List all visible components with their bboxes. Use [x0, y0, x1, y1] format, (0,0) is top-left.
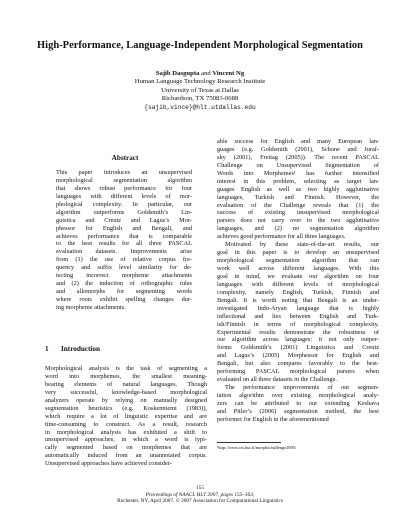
text-line: inflectional and lies between English and Turk-: [217, 312, 379, 320]
text-line: algorithm outperforms Goldsmith’s Lin-: [56, 208, 192, 216]
text-line: cally segmented based on morphemes that are: [45, 444, 207, 452]
section-title: Introduction: [61, 345, 101, 353]
right-column-body: [217, 138, 379, 424]
text-line: guages (e.g. Goldsmith (2001), Schone and Juraf-: [217, 145, 379, 153]
text-line: tecting incorrect morpheme attachments: [56, 272, 192, 280]
footnote: ¹http://www.cis.hut.fi/morphochallenge2005/: [217, 445, 297, 450]
text-line: able success for English and many European lan-: [217, 138, 379, 145]
text-line: success of existing unsupervised morphological: [217, 209, 379, 217]
text-line: ing morpheme attachments.: [56, 303, 126, 311]
text-line: Unsupervised approaches have achieved consider-: [45, 460, 172, 468]
text-line: phessor for English and Bengali, and: [56, 224, 192, 232]
text-line: goal in mind, we evaluate our algorithm on four: [217, 272, 379, 280]
text-line: Words into Morphemes¹ has further intensified: [217, 169, 379, 177]
text-line: that shows robust performance for four: [56, 184, 192, 192]
text-line: to the best results for all three PASCAL: [56, 240, 192, 248]
introduction-body: [45, 365, 207, 468]
text-line: investigated Indo-Aryan language that is highly: [217, 304, 379, 312]
text-line: The performance improvements of our segmen-: [225, 384, 379, 392]
text-line: zers can be attributed to our extending Keshava: [217, 399, 379, 407]
text-line: languages, and (2) no segmentation algorithm: [217, 225, 379, 233]
text-line: Challenge on Unsupervised Segmentation of: [217, 161, 379, 169]
author-2: Vincent Ng: [212, 70, 245, 77]
text-line: morphological segmentation algorithm: [56, 176, 192, 184]
paper-title: High-Performance, Language-Independent Morphological Segmentation: [37, 40, 363, 51]
text-line: evaluation datasets. Improvements arise: [56, 248, 192, 256]
text-line: Morphological analysis is the task of segmenting a: [45, 365, 207, 372]
text-line: where roots exhibit spelling changes dur-: [56, 296, 192, 303]
text-line: goal in this paper is to develop an unsupervised: [217, 249, 379, 257]
text-line: This paper introduces an unsupervised: [56, 169, 192, 176]
text-line: guages English as well as two highly agglutinative: [217, 185, 379, 193]
text-line: ish/Finnish in terms of morphological complexity.: [217, 320, 379, 328]
text-line: morphological segmentation algorithm that can: [217, 257, 379, 265]
section-heading-introduction: [45, 345, 100, 353]
text-line: languages, Turkish and Finnish. However, the: [217, 193, 379, 201]
text-line: which require a lot of linguistic expertise and are: [45, 412, 207, 420]
abstract-body: [56, 169, 192, 312]
affiliation-line: Richardson, TX 75083-0688: [161, 95, 239, 103]
text-line: and Pitler’s (2006) segmentation method, the best: [217, 407, 379, 415]
text-line: guistica and Creutz and Lagus’s Mor-: [56, 216, 192, 224]
text-line: and allomorphs for segmenting words: [56, 288, 192, 296]
text-line: quency and suffix level similarity for de-: [56, 264, 192, 272]
text-line: tation algorithm over existing morphological analy-: [217, 392, 379, 399]
page-number: 155: [196, 485, 204, 491]
text-line: complexity, namely English, Turkish, Finnish and: [217, 288, 379, 296]
text-line: performer for English in the aforementioned: [217, 415, 329, 423]
author-conjunction: and: [201, 70, 211, 77]
text-line: evaluation of the Challenge reveals that (1) the: [217, 201, 379, 209]
text-line: and Lagus’s (2005) Morphessor for English and: [217, 352, 379, 360]
copyright-line: Rochester, NY, April 2007. © 2007 Association for Computational Linguistics: [117, 498, 283, 505]
text-line: bearing elements of natural languages. Though: [45, 380, 207, 388]
text-line: automatically induced from an unannotated corpus.: [45, 452, 207, 460]
text-line: and (2) the induction of orthographic rules: [56, 280, 192, 288]
author-block: [0, 70, 400, 112]
text-line: sky (2001), Freitag (2005)). The recent PASCAL: [217, 153, 379, 161]
text-line: Bengali. It is worth noting that Bengali is an under-: [217, 296, 379, 304]
page-footer: [0, 485, 400, 505]
affiliation-line: University of Texas at Dallas: [161, 86, 239, 94]
footnote-rule: [217, 442, 281, 443]
text-line: languages with different levels of morphological: [217, 280, 379, 288]
text-line: very successful, knowledge-based morphological: [45, 388, 207, 396]
text-line: our algorithm across languages: it not only outper-: [217, 336, 379, 344]
text-line: achieves performance that is comparable: [56, 232, 192, 240]
text-line: Bengali, but also compares favorably to the best-: [217, 360, 379, 368]
abstract-heading: Abstract: [111, 154, 139, 162]
text-line: segmentation heuristics (e.g. Koskenniemi (1983)),: [45, 404, 207, 412]
text-line: Motivated by these state-of-the-art results, our: [225, 241, 379, 249]
text-line: Experimental results demonstrate the robustness of: [217, 328, 379, 336]
text-line: work well across different languages. With this: [217, 265, 379, 272]
text-line: word into morphemes, the smallest meaning-: [45, 372, 207, 380]
text-line: interest in this problem, selecting as target lan-: [217, 177, 379, 185]
text-line: from (1) the use of relative corpus fre-: [56, 256, 192, 264]
text-line: unsupervised approaches, in which a word is typi-: [45, 436, 207, 444]
text-line: in morphological analysis has exhibited a shift to: [45, 428, 207, 436]
author-1: Sajib Dasgupta: [155, 70, 200, 77]
section-number: 1: [45, 345, 49, 353]
text-line: forms Goldsmith’s (2001) Linguistica and Creutz: [217, 344, 379, 352]
text-line: evaluated on all three datasets in the Challenge.: [217, 376, 337, 384]
author-email: {sajib,vince}@hlt.utdallas.edu: [144, 103, 256, 111]
text-line: languages with different levels of mor-: [56, 192, 192, 200]
text-line: phological complexity. In particular, our: [56, 200, 192, 208]
author-names: [0, 70, 400, 78]
proceedings-line: Proceedings of NAACL HLT 2007, pages 155–163,: [145, 491, 255, 498]
text-line: achieves good performance for all three languages.: [217, 233, 346, 241]
text-line: analyzers operate by relying on manually designed: [45, 396, 207, 404]
text-line: performing PASCAL morphological parsers when: [217, 368, 379, 376]
text-line: parsers does not carry over to the two agglutinative: [217, 217, 379, 225]
text-line: time-consuming to construct. As a result, research: [45, 420, 207, 428]
affiliation-line: Human Language Technology Research Institute: [134, 78, 266, 86]
